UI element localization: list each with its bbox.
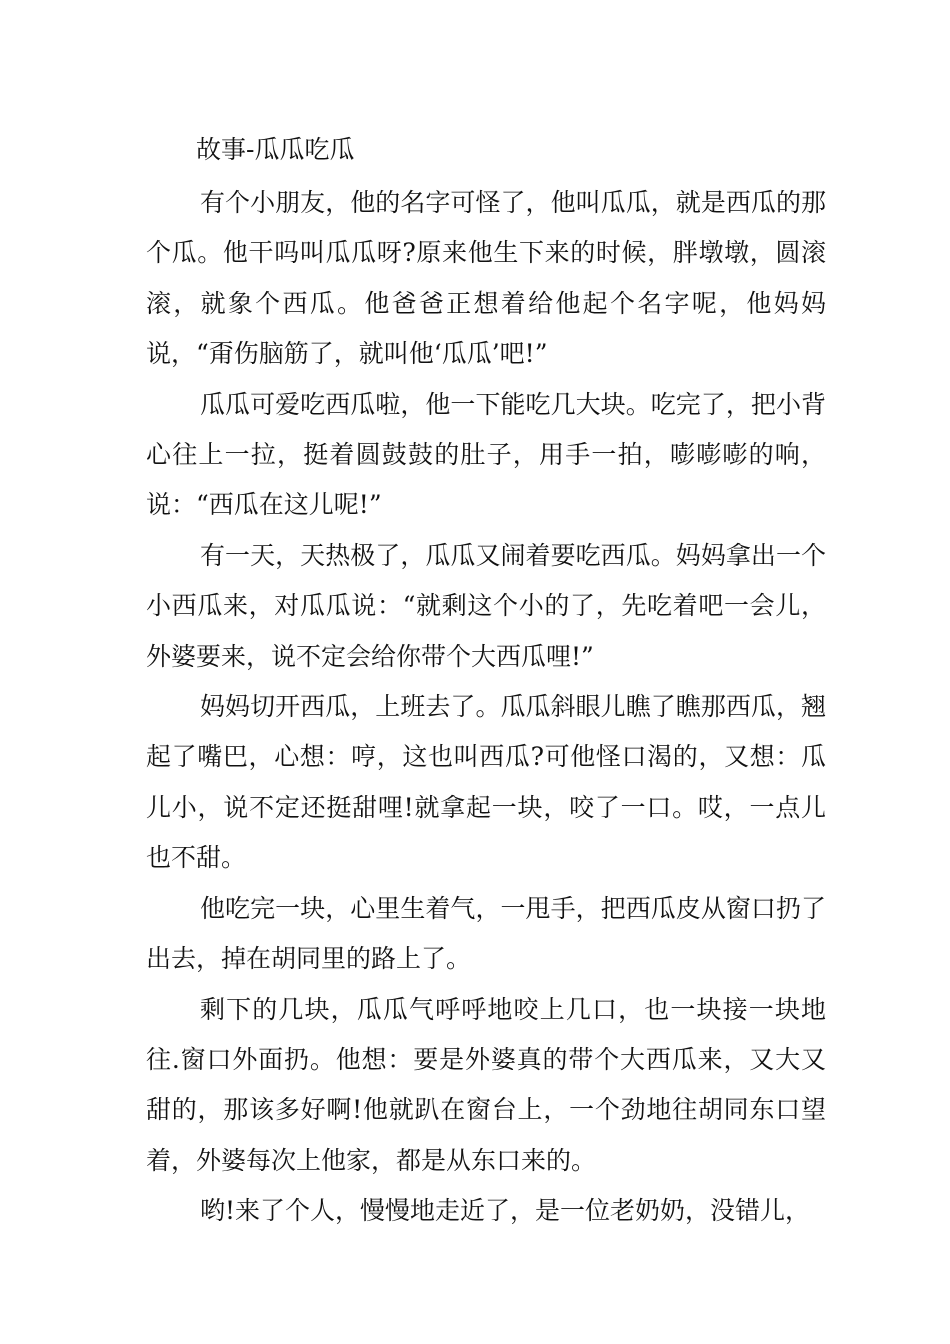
document-body	[146, 178, 826, 1237]
paragraph-1: 有个小朋友，他的名字可怪了，他叫瓜瓜，就是西瓜的那个瓜。他干吗叫瓜瓜呀?原来他生下来的时候，胖墩墩，圆滚滚，就象个西瓜。他爸爸正想着给他起个名字呢，他妈妈说，“甭伤脑筋了，就叫他‘瓜瓜’吧!”	[146, 188, 826, 369]
paragraph-5: 他吃完一块，心里生着气，一甩手，把西瓜皮从窗口扔了出去，掉在胡同里的路上了。	[146, 893, 826, 974]
paragraph-4: 妈妈切开西瓜，上班去了。瓜瓜斜眼儿瞧了瞧那西瓜，翘起了嘴巴，心想：哼，这也叫西瓜?可他怪口渴的，又想：瓜儿小，说不定还挺甜哩!就拿起一块，咬了一口。哎，一点儿也不甜。	[146, 692, 826, 873]
paragraph-2: 瓜瓜可爱吃西瓜啦，他一下能吃几大块。吃完了，把小背心往上一拉，挺着圆鼓鼓的肚子，用手一拍，嘭嘭嘭的响，说：“西瓜在这儿呢!”	[146, 389, 826, 520]
paragraph-6: 剩下的几块，瓜瓜气呼呼地咬上几口，也一块接一块地往.窗口外面扔。他想：要是外婆真的带个大西瓜来，又大又甜的，那该多好啊!他就趴在窗台上，一个劲地往胡同东口望着，外婆每次上他家，都是从东口来的。	[146, 994, 826, 1175]
paragraph-3: 有一天，天热极了，瓜瓜又闹着要吃西瓜。妈妈拿出一个小西瓜来，对瓜瓜说：“就剩这个小的了，先吃着吧一会儿，外婆要来，说不定会给你带个大西瓜哩!”	[146, 540, 826, 671]
document-title: 故事-瓜瓜吃瓜	[196, 135, 355, 164]
paragraph-7: 哟!来了个人，慢慢地走近了，是一位老奶奶，没错儿，	[200, 1196, 811, 1226]
